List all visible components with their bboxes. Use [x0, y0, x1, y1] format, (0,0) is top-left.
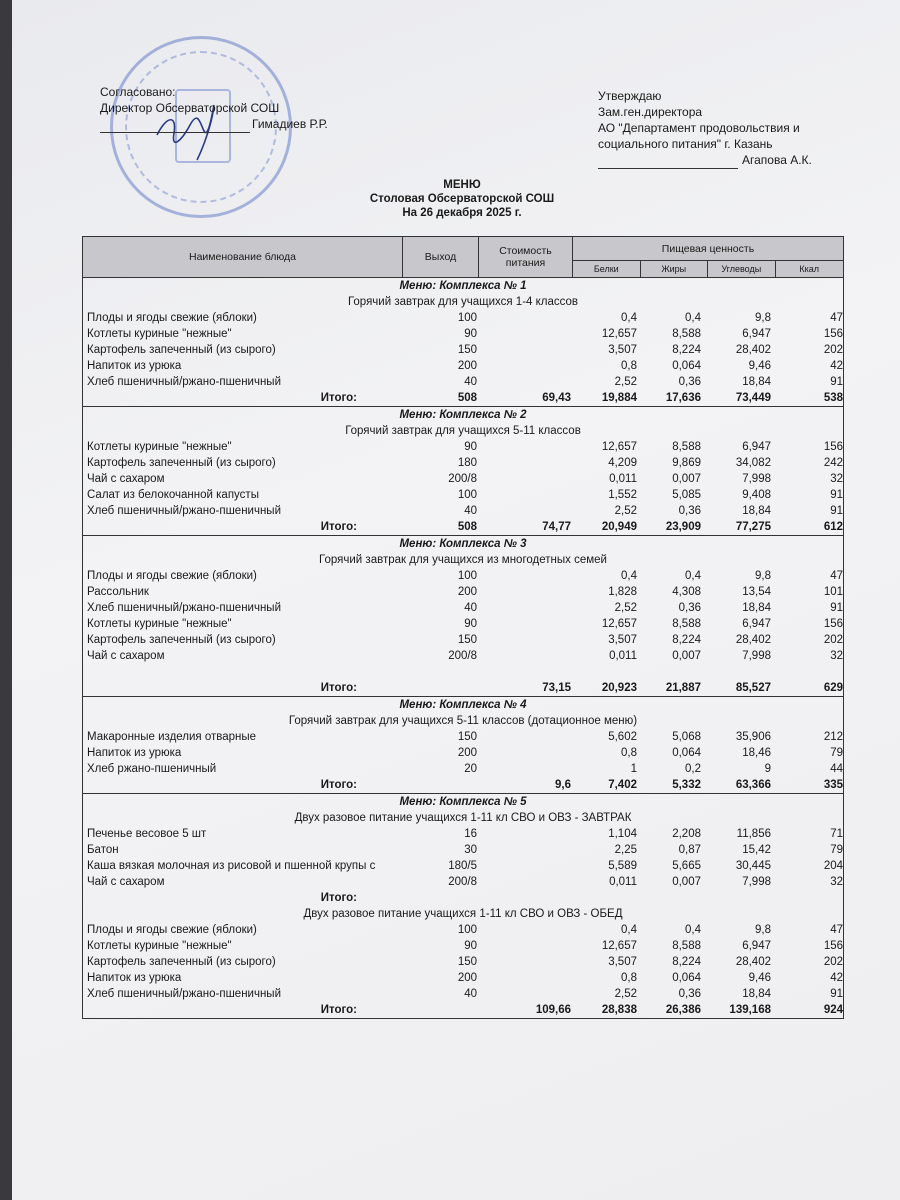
- yield: 200: [457, 586, 477, 598]
- yield: 100: [457, 312, 477, 324]
- carbs: 34,082: [735, 457, 771, 469]
- kcal: 47: [830, 924, 843, 936]
- dish-name: Плоды и ягоды свежие (яблоки): [87, 570, 257, 582]
- dish-name: Чай с сахаром: [87, 473, 165, 485]
- fat: 8,588: [672, 940, 701, 952]
- group-subtitle: Горячий завтрак для учащихся 5-11 классов: [345, 425, 581, 437]
- dish-name: Напиток из урюка: [87, 360, 182, 372]
- group-subtitle: Двух разовое питание учащихся 1-11 кл СВО и ОВЗ - ОБЕД: [303, 908, 623, 920]
- dish-name: Чай с сахаром: [87, 876, 165, 888]
- fat: 5,085: [672, 489, 701, 501]
- kcal: 156: [823, 328, 843, 340]
- fat: 0,36: [678, 602, 701, 614]
- kcal: 71: [830, 828, 843, 840]
- carbs: 13,54: [742, 586, 771, 598]
- yield: 100: [457, 570, 477, 582]
- total-kcal: 629: [823, 682, 843, 694]
- carbs: 15,42: [742, 844, 771, 856]
- total-carbs: 139,168: [729, 1004, 771, 1016]
- dish-name: Картофель запеченный (из сырого): [87, 956, 276, 968]
- table-row: [83, 632, 843, 648]
- kcal: 202: [823, 634, 843, 646]
- table-row: [83, 374, 843, 390]
- kcal: 32: [830, 473, 843, 485]
- col-cost: Стоимость питания: [479, 237, 573, 277]
- dish-name: Хлеб ржано-пшеничный: [87, 763, 217, 775]
- canteen-name: Столовая Обсерваторской СОШ: [369, 193, 555, 205]
- approver-name: Гимадиев Р.Р.: [252, 117, 328, 131]
- col-dish-name: Наименование блюда: [83, 237, 403, 277]
- fat: 0,87: [678, 844, 701, 856]
- dish-name: Напиток из урюка: [87, 747, 182, 759]
- fat: 0,36: [678, 988, 701, 1000]
- dish-name: Котлеты куриные "нежные": [87, 441, 232, 453]
- total-row: [83, 777, 843, 793]
- col-carbs: Углеводы: [708, 261, 776, 277]
- protein: 5,602: [608, 731, 637, 743]
- carbs: 9,8: [755, 924, 771, 936]
- carbs: 18,84: [742, 376, 771, 388]
- kcal: 91: [830, 489, 843, 501]
- fat: 5,665: [672, 860, 701, 872]
- table-row: [83, 584, 843, 600]
- total-kcal: 612: [823, 521, 843, 533]
- total-kcal: 538: [823, 392, 843, 404]
- yield: 40: [464, 376, 477, 388]
- kcal: 202: [823, 344, 843, 356]
- protein: 2,52: [614, 602, 637, 614]
- carbs: 28,402: [735, 956, 771, 968]
- dish-name: Плоды и ягоды свежие (яблоки): [87, 312, 257, 324]
- yield: 200: [457, 972, 477, 984]
- fat: 5,068: [672, 731, 701, 743]
- table-header: [82, 236, 844, 278]
- table-row: [83, 954, 843, 970]
- carbs: 7,998: [742, 876, 771, 888]
- group-subtitle: Горячий завтрак для учащихся из многодетных семей: [319, 554, 607, 566]
- total-protein: 7,402: [608, 779, 637, 791]
- blank-row: [83, 664, 843, 680]
- total-carbs: 77,275: [735, 521, 771, 533]
- yield: 180: [457, 457, 477, 469]
- total-label: Итого:: [320, 682, 357, 694]
- dish-name: Котлеты куриные "нежные": [87, 618, 232, 630]
- dish-name: Картофель запеченный (из сырого): [87, 457, 276, 469]
- menu-section: [82, 697, 844, 794]
- table-row: [83, 358, 843, 374]
- yield: 90: [464, 618, 477, 630]
- total-kcal: 335: [823, 779, 843, 791]
- yield: 100: [457, 489, 477, 501]
- protein: 2,52: [614, 376, 637, 388]
- protein: 5,589: [608, 860, 637, 872]
- group-subtitle: Горячий завтрак для учащихся 1-4 классов: [347, 296, 579, 308]
- yield: 200/8: [448, 473, 477, 485]
- kcal: 91: [830, 602, 843, 614]
- total-fat: 5,332: [672, 779, 701, 791]
- dish-name: Печенье весовое 5 шт: [87, 828, 207, 840]
- total-protein: 19,884: [601, 392, 637, 404]
- dish-name: Котлеты куриные "нежные": [87, 328, 232, 340]
- protein: 1,104: [608, 828, 637, 840]
- table-row: [83, 600, 843, 616]
- table-row: [83, 729, 843, 745]
- carbs: 18,46: [742, 747, 771, 759]
- fat: 8,224: [672, 956, 701, 968]
- carbs: 9,8: [755, 312, 771, 324]
- carbs: 18,84: [742, 602, 771, 614]
- fat: 0,36: [678, 505, 701, 517]
- dish-name: Салат из белокочанной капусты: [87, 489, 259, 501]
- protein: 0,011: [609, 876, 637, 888]
- yield: 16: [464, 828, 477, 840]
- carbs: 28,402: [735, 634, 771, 646]
- protein: 12,657: [601, 618, 637, 630]
- approval-label: Утверждаю: [598, 89, 662, 103]
- total-cost: 69,43: [542, 392, 571, 404]
- carbs: 9,8: [755, 570, 771, 582]
- yield: 40: [464, 988, 477, 1000]
- fat: 0,4: [685, 312, 701, 324]
- fat: 0,064: [672, 747, 701, 759]
- fat: 0,007: [672, 650, 701, 662]
- kcal: 91: [830, 505, 843, 517]
- protein: 2,52: [614, 505, 637, 517]
- carbs: 7,998: [742, 473, 771, 485]
- dish-name: Чай с сахаром: [87, 650, 165, 662]
- yield: 150: [457, 634, 477, 646]
- dish-name: Хлеб пшеничный/ржано-пшеничный: [87, 602, 281, 614]
- carbs: 6,947: [742, 328, 771, 340]
- total-row: [83, 890, 843, 906]
- dish-name: Хлеб пшеничный/ржано-пшеничный: [87, 376, 281, 388]
- kcal: 212: [823, 731, 843, 743]
- section-title: Меню: Комплекса № 5: [399, 796, 527, 808]
- group-subtitle: Двух разовое питание учащихся 1-11 кл СВО и ОВЗ - ЗАВТРАК: [294, 812, 632, 824]
- table-row: [83, 938, 843, 954]
- total-carbs: 73,449: [735, 392, 771, 404]
- total-protein: 20,923: [601, 682, 637, 694]
- table-row: [83, 826, 843, 842]
- table-row: [83, 471, 843, 487]
- yield: 40: [464, 602, 477, 614]
- kcal: 79: [830, 747, 843, 759]
- carbs: 6,947: [742, 441, 771, 453]
- kcal: 242: [823, 457, 843, 469]
- table-row: [83, 922, 843, 938]
- table-row: [83, 648, 843, 664]
- carbs: 9: [764, 763, 771, 775]
- total-fat: 17,636: [665, 392, 701, 404]
- table-row: [83, 874, 843, 890]
- table-row: [83, 568, 843, 584]
- protein: 12,657: [601, 328, 637, 340]
- table-body: [82, 278, 844, 1019]
- protein: 3,507: [608, 956, 637, 968]
- yield: 200: [457, 747, 477, 759]
- fat: 0,36: [678, 376, 701, 388]
- table-row: [83, 761, 843, 777]
- protein: 4,209: [608, 457, 637, 469]
- total-fat: 23,909: [665, 521, 701, 533]
- total-label: Итого:: [320, 521, 357, 533]
- carbs: 7,998: [742, 650, 771, 662]
- carbs: 28,402: [735, 344, 771, 356]
- total-fat: 21,887: [665, 682, 701, 694]
- table-row: [83, 986, 843, 1002]
- table-row: [83, 745, 843, 761]
- protein: 0,4: [621, 312, 637, 324]
- table-row: [83, 503, 843, 519]
- total-yield: 508: [457, 392, 477, 404]
- carbs: 18,84: [742, 505, 771, 517]
- protein: 1: [630, 763, 637, 775]
- kcal: 79: [830, 844, 843, 856]
- table-row: [83, 455, 843, 471]
- dish-name: Напиток из урюка: [87, 972, 182, 984]
- fat: 0,2: [685, 763, 701, 775]
- kcal: 42: [830, 360, 843, 372]
- fat: 8,588: [672, 618, 701, 630]
- kcal: 47: [830, 312, 843, 324]
- approver-org: АО "Департамент продовольствия и: [598, 121, 800, 135]
- dish-name: Хлеб пшеничный/ржано-пшеничный: [87, 505, 281, 517]
- dish-name: Макаронные изделия отварные: [87, 731, 257, 743]
- col-nutrition: [573, 237, 843, 277]
- kcal: 156: [823, 441, 843, 453]
- menu-table: [82, 236, 844, 1019]
- fat: 0,4: [685, 924, 701, 936]
- dish-name: Картофель запеченный (из сырого): [87, 344, 276, 356]
- total-label: Итого:: [320, 1004, 357, 1016]
- protein: 12,657: [601, 441, 637, 453]
- table-row: [83, 439, 843, 455]
- table-row: [83, 970, 843, 986]
- col-protein: Белки: [573, 261, 641, 277]
- table-row: [83, 342, 843, 358]
- section-title: Меню: Комплекса № 1: [399, 280, 527, 292]
- dish-name: Каша вязкая молочная из рисовой и пшенной крупы с: [87, 860, 376, 872]
- table-row: [83, 616, 843, 632]
- section-title: Меню: Комплекса № 3: [399, 538, 527, 550]
- table-row: [83, 842, 843, 858]
- document-title: [12, 178, 900, 220]
- total-row: [83, 519, 843, 535]
- dish-name: Рассольник: [87, 586, 149, 598]
- yield: 200: [457, 360, 477, 372]
- kcal: 32: [830, 650, 843, 662]
- protein: 0,011: [609, 473, 637, 485]
- signature-line: [598, 152, 738, 169]
- fat: 0,064: [672, 972, 701, 984]
- kcal: 32: [830, 876, 843, 888]
- total-yield: 508: [457, 521, 477, 533]
- carbs: 35,906: [735, 731, 771, 743]
- kcal: 47: [830, 570, 843, 582]
- yield: 90: [464, 441, 477, 453]
- protein: 0,4: [621, 570, 637, 582]
- protein: 1,828: [608, 586, 637, 598]
- yield: 150: [457, 344, 477, 356]
- kcal: 91: [830, 376, 843, 388]
- carbs: 6,947: [742, 940, 771, 952]
- dish-name: Картофель запеченный (из сырого): [87, 634, 276, 646]
- total-label: Итого:: [320, 392, 357, 404]
- dish-name: Хлеб пшеничный/ржано-пшеничный: [87, 988, 281, 1000]
- protein: 0,4: [621, 924, 637, 936]
- total-label: Итого:: [320, 779, 357, 791]
- menu-section: [82, 278, 844, 407]
- yield: 200/8: [448, 876, 477, 888]
- protein: 2,52: [614, 988, 637, 1000]
- total-fat: 26,386: [665, 1004, 701, 1016]
- approval-left: [100, 84, 328, 133]
- section-title: Меню: Комплекса № 2: [399, 409, 527, 421]
- total-row: [83, 390, 843, 406]
- approval-label: Согласовано:: [100, 85, 176, 99]
- approval-right: [598, 88, 812, 169]
- kcal: 42: [830, 972, 843, 984]
- col-yield: Выход: [403, 237, 479, 277]
- signature-line: [100, 116, 250, 133]
- total-cost: 74,77: [542, 521, 571, 533]
- fat: 0,4: [685, 570, 701, 582]
- col-fat: Жиры: [641, 261, 709, 277]
- fat: 8,224: [672, 634, 701, 646]
- yield: 40: [464, 505, 477, 517]
- total-protein: 28,838: [601, 1004, 637, 1016]
- table-row: [83, 310, 843, 326]
- protein: 3,507: [608, 634, 637, 646]
- total-cost: 73,15: [542, 682, 571, 694]
- total-carbs: 85,527: [735, 682, 771, 694]
- yield: 30: [464, 844, 477, 856]
- fat: 4,308: [672, 586, 701, 598]
- kcal: 101: [823, 586, 843, 598]
- total-carbs: 63,366: [735, 779, 771, 791]
- fat: 0,007: [672, 876, 701, 888]
- table-row: [83, 326, 843, 342]
- approver-position: Директор Обсерваторской СОШ: [100, 101, 280, 115]
- kcal: 156: [823, 618, 843, 630]
- yield: 90: [464, 940, 477, 952]
- approver-org-2: социального питания" г. Казань: [598, 137, 773, 151]
- document-page: [12, 0, 900, 1200]
- protein: 0,8: [621, 747, 637, 759]
- fat: 8,588: [672, 328, 701, 340]
- total-protein: 20,949: [601, 521, 637, 533]
- carbs: 9,408: [742, 489, 771, 501]
- yield: 150: [457, 956, 477, 968]
- group-subtitle: Горячий завтрак для учащихся 5-11 классов (дотационное меню): [288, 715, 638, 727]
- kcal: 202: [823, 956, 843, 968]
- protein: 12,657: [601, 940, 637, 952]
- protein: 0,011: [609, 650, 637, 662]
- yield: 200/8: [448, 650, 477, 662]
- yield: 20: [464, 763, 477, 775]
- fat: 2,208: [672, 828, 701, 840]
- kcal: 156: [823, 940, 843, 952]
- carbs: 6,947: [742, 618, 771, 630]
- dish-name: Котлеты куриные "нежные": [87, 940, 232, 952]
- protein: 0,8: [621, 360, 637, 372]
- fat: 8,588: [672, 441, 701, 453]
- menu-title: МЕНЮ: [443, 179, 481, 191]
- protein: 2,25: [614, 844, 637, 856]
- table-row: [83, 487, 843, 503]
- fat: 9,869: [672, 457, 701, 469]
- approver-name: Агапова А.К.: [742, 153, 812, 167]
- fat: 0,007: [672, 473, 701, 485]
- total-cost: 109,66: [535, 1004, 571, 1016]
- yield: 90: [464, 328, 477, 340]
- col-kcal: Ккал: [799, 264, 820, 274]
- carbs: 11,856: [736, 828, 771, 840]
- fat: 8,224: [672, 344, 701, 356]
- carbs: 30,445: [735, 860, 771, 872]
- total-row: [83, 680, 843, 696]
- protein: 1,552: [608, 489, 637, 501]
- total-kcal: 924: [823, 1004, 843, 1016]
- menu-section: [82, 407, 844, 536]
- approver-position: Зам.ген.директора: [598, 105, 703, 119]
- menu-date: На 26 декабря 2025 г.: [402, 207, 522, 219]
- yield: 150: [457, 731, 477, 743]
- carbs: 9,46: [748, 972, 771, 984]
- carbs: 9,46: [748, 360, 771, 372]
- dish-name: Батон: [87, 844, 119, 856]
- protein: 3,507: [608, 344, 637, 356]
- dish-name: Плоды и ягоды свежие (яблоки): [87, 924, 257, 936]
- total-cost: 9,6: [555, 779, 571, 791]
- kcal: 91: [830, 988, 843, 1000]
- menu-section: [82, 794, 844, 1019]
- carbs: 18,84: [742, 988, 771, 1000]
- table-row: [83, 858, 843, 874]
- total-label: Итого:: [320, 892, 357, 904]
- kcal: 44: [830, 763, 843, 775]
- kcal: 204: [823, 860, 843, 872]
- protein: 0,8: [621, 972, 637, 984]
- yield: 100: [457, 924, 477, 936]
- nutrition-header: Пищевая ценность: [573, 237, 843, 261]
- section-title: Меню: Комплекса № 4: [399, 699, 527, 711]
- menu-section: [82, 536, 844, 697]
- total-row: [83, 1002, 843, 1018]
- yield: 180/5: [448, 860, 477, 872]
- fat: 0,064: [672, 360, 701, 372]
